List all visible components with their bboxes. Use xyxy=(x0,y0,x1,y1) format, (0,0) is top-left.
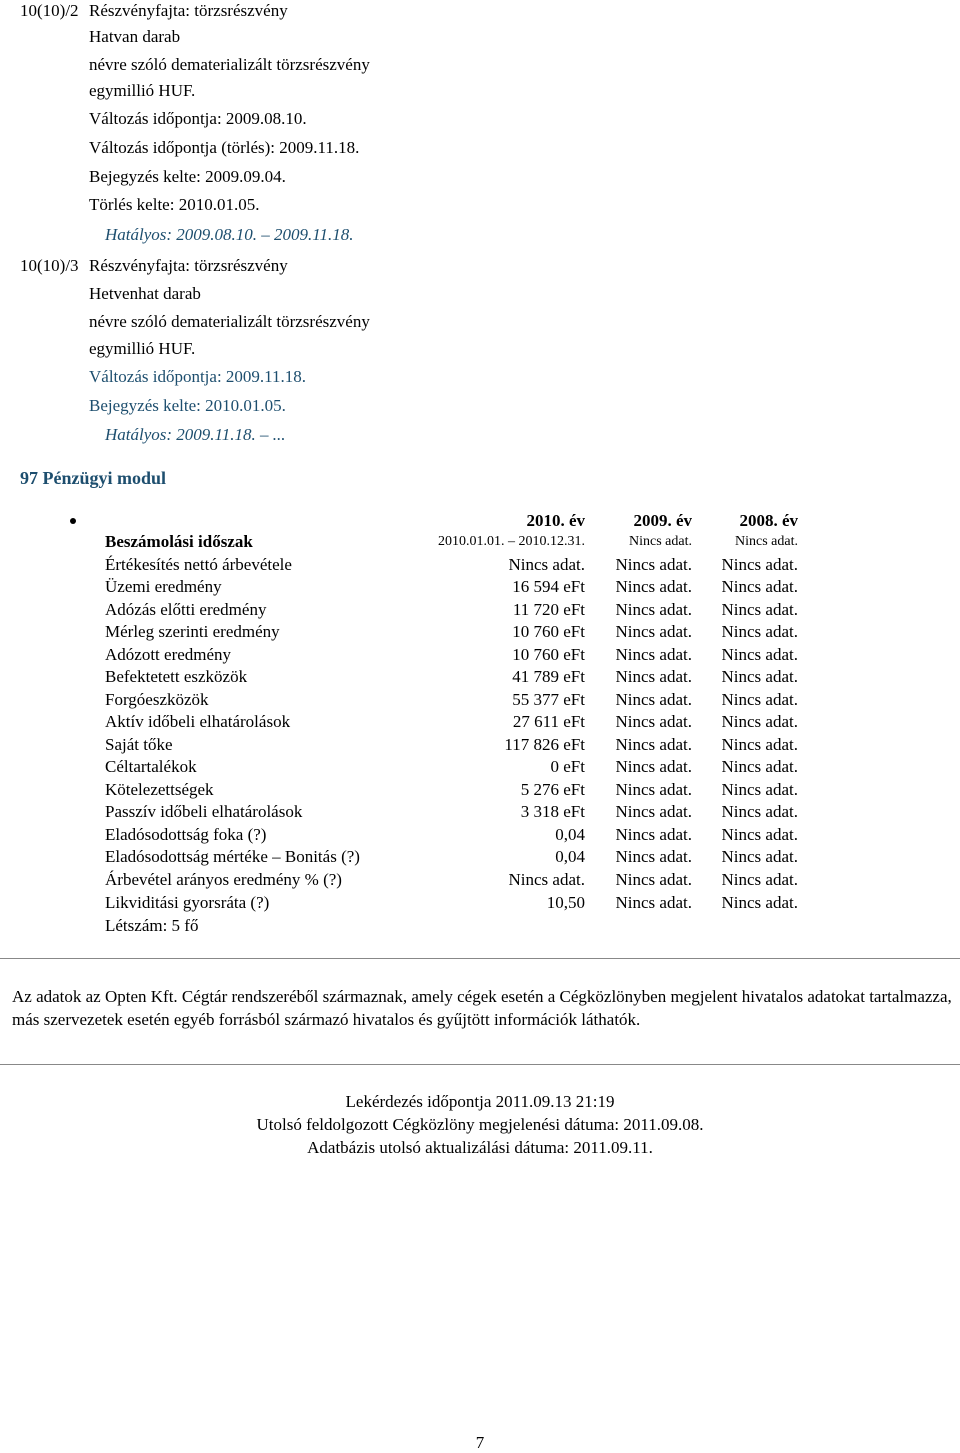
cell-2008: Nincs adat. xyxy=(721,712,798,731)
cell-2009: Nincs adat. xyxy=(615,690,692,709)
cell-2009: Nincs adat. xyxy=(615,600,692,619)
table-row xyxy=(0,554,960,576)
cell-2008: Nincs adat. xyxy=(721,690,798,709)
row-label: Befektetett eszközök xyxy=(105,667,248,686)
cell-2008: Nincs adat. xyxy=(721,577,798,596)
row-label: Üzemi eredmény xyxy=(105,577,222,596)
table-row-period xyxy=(0,531,960,553)
row-label: Saját tőke xyxy=(105,735,173,754)
cell-2009: Nincs adat. xyxy=(615,555,692,574)
column-header-2008: 2008. év xyxy=(739,511,798,530)
entry-change-date: Változás időpontja: 2009.11.18. xyxy=(89,367,307,386)
row-label: Árbevétel arányos eredmény % (?) xyxy=(105,870,342,889)
cell-2009: Nincs adat. xyxy=(615,802,692,821)
table-row xyxy=(0,869,960,891)
table-row xyxy=(0,576,960,598)
table-row xyxy=(0,599,960,621)
row-label: Likviditási gyorsráta (?) xyxy=(105,893,270,912)
row-label: Értékesítés nettó árbevétele xyxy=(105,555,292,574)
page-number: 7 xyxy=(475,1433,485,1452)
cell-2008: Nincs adat. xyxy=(721,870,798,889)
table-row xyxy=(0,644,960,666)
table-row xyxy=(0,711,960,733)
cell-2008: Nincs adat. xyxy=(721,847,798,866)
entry-deletion-date: Törlés kelte: 2010.01.05. xyxy=(89,195,260,214)
entry-deletion-change-date: Változás időpontja (törlés): 2009.11.18. xyxy=(89,138,360,157)
entry-nominal-value: egymillió HUF. xyxy=(89,81,196,100)
cell-2009: Nincs adat. xyxy=(615,825,692,844)
cell-2010: 27 611 eFt xyxy=(512,712,585,731)
cell-2008: Nincs adat. xyxy=(721,802,798,821)
cell-2009: Nincs adat. xyxy=(615,870,692,889)
entry-change-date: Változás időpontja: 2009.08.10. xyxy=(89,109,307,128)
cell-2008: Nincs adat. xyxy=(721,600,798,619)
column-header-2009: 2009. év xyxy=(633,511,692,530)
cell-2008: Nincs adat. xyxy=(721,667,798,686)
table-row xyxy=(0,779,960,801)
cell-2008: Nincs adat. xyxy=(721,825,798,844)
entry-number: 10(10)/3 xyxy=(20,256,79,275)
entry-share-count: Hatvan darab xyxy=(89,27,181,46)
table-row xyxy=(0,801,960,823)
query-timestamp: Lekérdezés időpontja 2011.09.13 21:19 xyxy=(345,1092,615,1111)
table-row xyxy=(0,689,960,711)
row-label: Forgóeszközök xyxy=(105,690,209,709)
cell-2008: Nincs adat. xyxy=(721,555,798,574)
table-row xyxy=(0,846,960,868)
cell-2010: 10 760 eFt xyxy=(512,645,585,664)
cell-2010: 10 760 eFt xyxy=(512,622,585,641)
table-row xyxy=(0,621,960,643)
table-row xyxy=(0,666,960,688)
cell-2008: Nincs adat. xyxy=(721,757,798,776)
section-title: 97 Pénzügyi modul xyxy=(20,468,167,488)
entry-nominal-value: egymillió HUF. xyxy=(89,339,196,358)
cell-2010: 41 789 eFt xyxy=(512,667,585,686)
cell-2010: 0,04 xyxy=(555,847,585,866)
staff-count: Létszám: 5 fő xyxy=(105,916,199,935)
cell-2008: Nincs adat. xyxy=(721,735,798,754)
cell-2009: Nincs adat. xyxy=(629,534,692,549)
cell-2010: 0,04 xyxy=(555,825,585,844)
row-label: Eladósodottság foka (?) xyxy=(105,825,267,844)
cell-2008: Nincs adat. xyxy=(721,780,798,799)
cell-2009: Nincs adat. xyxy=(615,780,692,799)
entry-number: 10(10)/2 xyxy=(20,1,79,20)
entry-share-count: Hetvenhat darab xyxy=(89,284,201,303)
cell-2010: 55 377 eFt xyxy=(512,690,585,709)
row-label: Adózás előtti eredmény xyxy=(105,600,267,619)
row-label: Aktív időbeli elhatárolások xyxy=(105,712,291,731)
cell-2009: Nincs adat. xyxy=(615,712,692,731)
entry-share-type: Részvényfajta: törzsrészvény xyxy=(89,256,288,275)
cell-2008: Nincs adat. xyxy=(721,645,798,664)
divider xyxy=(0,1064,960,1065)
cell-2010: 16 594 eFt xyxy=(512,577,585,596)
cell-2008: Nincs adat. xyxy=(721,622,798,641)
cell-2010: 3 318 eFt xyxy=(520,802,585,821)
column-header-2010: 2010. év xyxy=(526,511,585,530)
last-gazette-date: Utolsó feldolgozott Cégközlöny megjelenési dátuma: 2011.09.08. xyxy=(256,1115,704,1134)
cell-2010: 0 eFt xyxy=(550,757,585,776)
cell-2009: Nincs adat. xyxy=(615,645,692,664)
table-row xyxy=(0,756,960,778)
cell-2010: 11 720 eFt xyxy=(512,600,585,619)
entry-validity: Hatályos: 2009.08.10. – 2009.11.18. xyxy=(105,225,354,244)
entry-share-kind: névre szóló dematerializált törzsrészvény xyxy=(89,55,370,74)
cell-2008: Nincs adat. xyxy=(735,534,798,549)
row-label: Beszámolási időszak xyxy=(105,532,253,551)
row-label: Mérleg szerinti eredmény xyxy=(105,622,280,641)
bullet-icon xyxy=(70,518,76,524)
row-label: Céltartalékok xyxy=(105,757,197,776)
cell-2009: Nincs adat. xyxy=(615,735,692,754)
entry-share-type: Részvényfajta: törzsrészvény xyxy=(89,1,288,20)
cell-2010: 117 826 eFt xyxy=(504,735,585,754)
source-disclaimer: Az adatok az Opten Kft. Cégtár rendszeréből származnak, amely cégek esetén a Cégközlönyben megjelent hivatalos adatokat tartalmazza, más szervezetek esetén egyéb forrásból származó hivatalos és gyűjtött információk láthatók. xyxy=(12,987,952,1029)
entry-registration-date: Bejegyzés kelte: 2010.01.05. xyxy=(89,396,286,415)
table-row xyxy=(0,892,960,914)
cell-2010: 10,50 xyxy=(546,893,585,912)
table-row xyxy=(0,734,960,756)
cell-2009: Nincs adat. xyxy=(615,757,692,776)
entry-validity: Hatályos: 2009.11.18. – ... xyxy=(105,425,286,444)
cell-2008: Nincs adat. xyxy=(721,893,798,912)
cell-2010: Nincs adat. xyxy=(508,870,585,889)
table-row xyxy=(0,824,960,846)
row-label: Adózott eredmény xyxy=(105,645,232,664)
cell-2010: 2010.01.01. – 2010.12.31. xyxy=(438,534,585,549)
cell-2009: Nincs adat. xyxy=(615,622,692,641)
row-label: Eladósodottság mértéke – Bonitás (?) xyxy=(105,847,360,866)
cell-2009: Nincs adat. xyxy=(615,577,692,596)
cell-2010: 5 276 eFt xyxy=(520,780,585,799)
divider xyxy=(0,958,960,959)
cell-2009: Nincs adat. xyxy=(615,667,692,686)
cell-2010: Nincs adat. xyxy=(508,555,585,574)
row-label: Passzív időbeli elhatárolások xyxy=(105,802,303,821)
cell-2009: Nincs adat. xyxy=(615,847,692,866)
row-label: Kötelezettségek xyxy=(105,780,214,799)
database-update-date: Adatbázis utolsó aktualizálási dátuma: 2011.09.11. xyxy=(307,1138,653,1157)
entry-share-kind: névre szóló dematerializált törzsrészvény xyxy=(89,312,370,331)
cell-2009: Nincs adat. xyxy=(615,893,692,912)
entry-registration-date: Bejegyzés kelte: 2009.09.04. xyxy=(89,167,286,186)
